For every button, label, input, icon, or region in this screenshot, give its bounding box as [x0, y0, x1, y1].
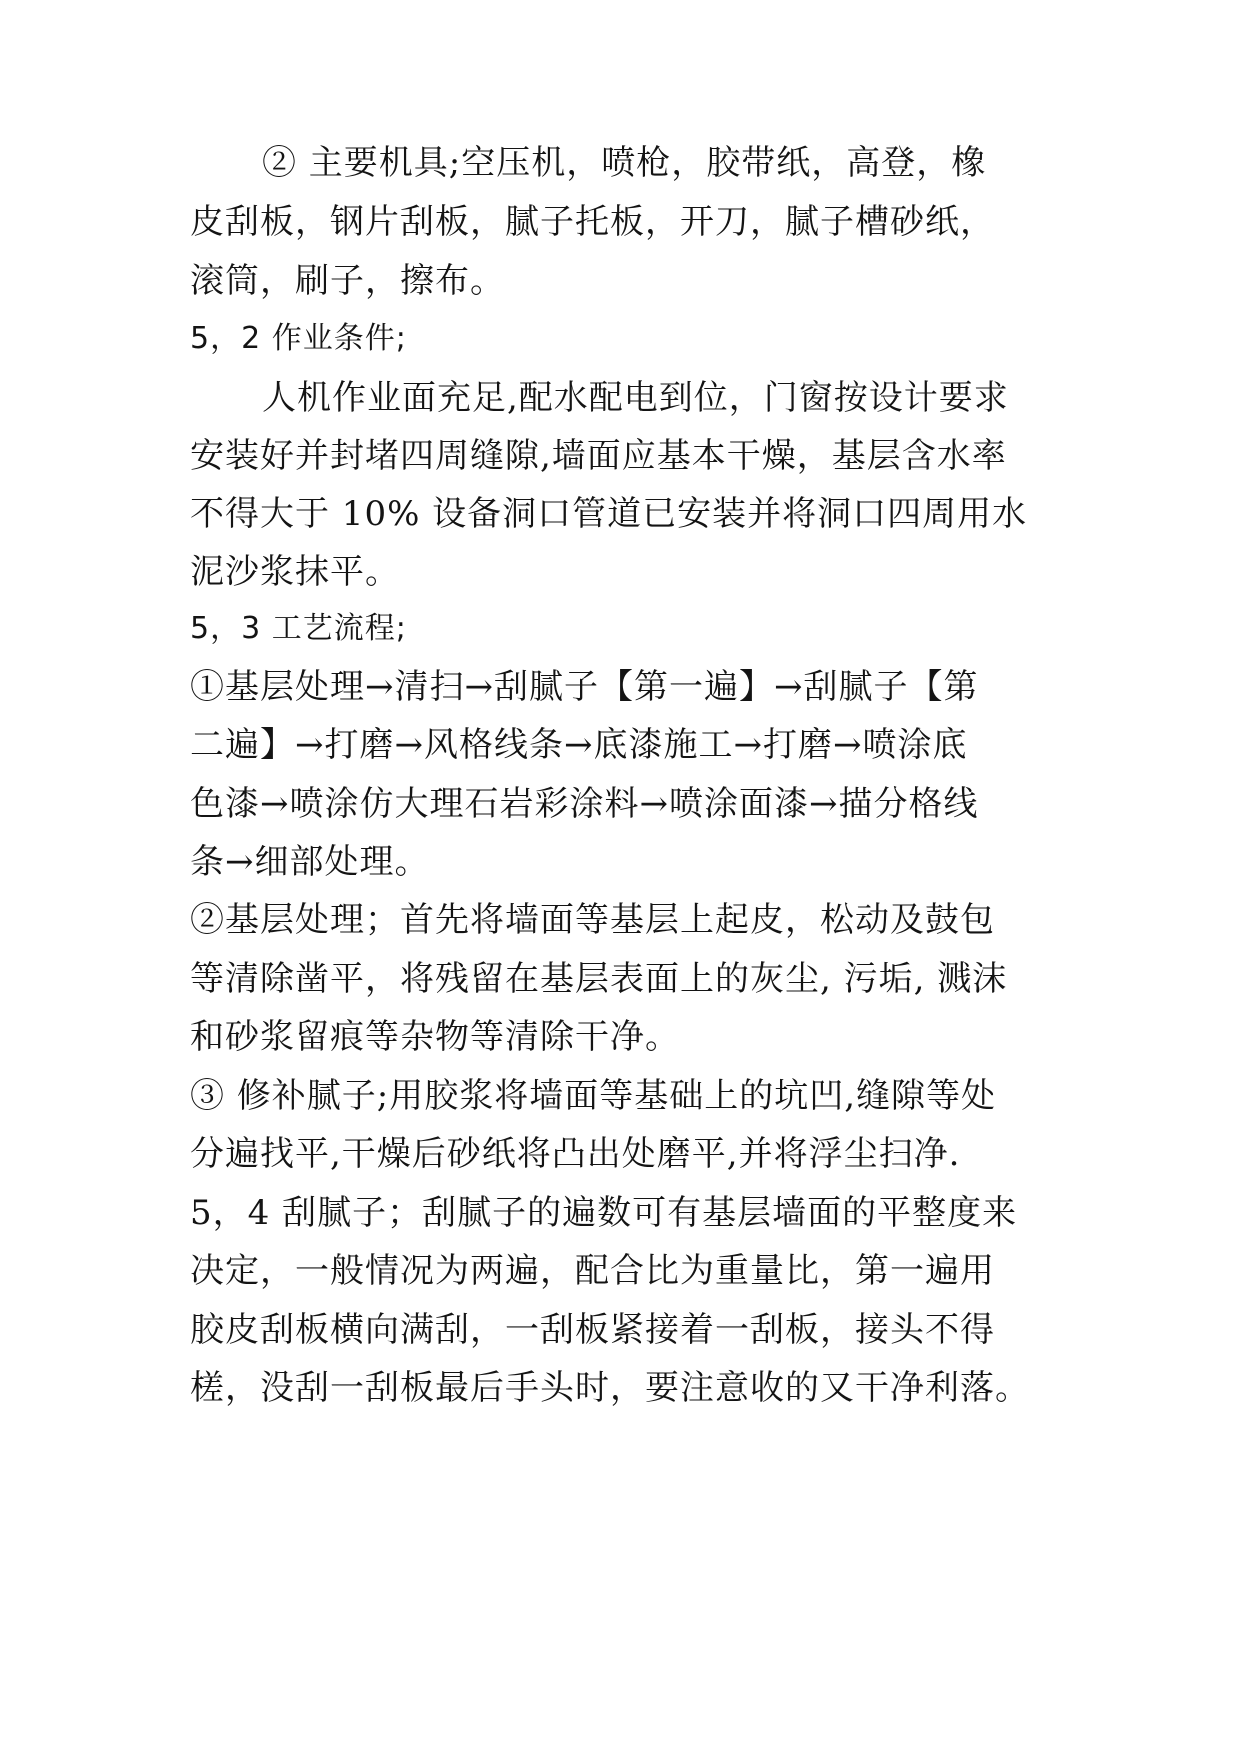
section-heading-5-3: 5，3 工艺流程;	[190, 611, 407, 646]
paragraph-base-treatment-line-3: 和砂浆留痕等杂物等清除干净。	[190, 1017, 680, 1057]
paragraph-conditions-line-3: 不得大于 10% 设备洞口管道已安装并将洞口四周用水	[190, 494, 1028, 534]
paragraph-tools-line-1: ② 主要机具;空压机，喷枪，胶带纸，高登，橡	[262, 143, 987, 183]
paragraph-process-line-3: 色漆→喷涂仿大理石岩彩涂料→喷涂面漆→描分格线	[190, 784, 979, 824]
paragraph-putty-scraping-line-4: 槎，没刮一刮板最后手头时，要注意收的又干净利落。	[190, 1368, 1030, 1408]
section-heading-5-2: 5，2 作业条件;	[190, 321, 407, 356]
paragraph-process-line-4: 条→细部处理。	[190, 842, 430, 882]
paragraph-conditions-line-2: 安装好并封堵四周缝隙,墙面应基本干燥，基层含水率	[190, 436, 1007, 476]
paragraph-base-treatment-line-1: ②基层处理；首先将墙面等基层上起皮，松动及鼓包	[190, 900, 995, 940]
paragraph-process-line-2: 二遍】→打磨→风格线条→底漆施工→打磨→喷涂底	[190, 725, 968, 765]
paragraph-putty-scraping-line-1: 5，4 刮腻子；刮腻子的遍数可有基层墙面的平整度来	[190, 1193, 1018, 1233]
paragraph-putty-repair-line-1: ③ 修补腻子;用胶浆将墙面等基础上的坑凹,缝隙等处	[190, 1076, 997, 1116]
paragraph-putty-scraping-line-3: 胶皮刮板横向满刮，一刮板紧接着一刮板，接头不得	[190, 1310, 995, 1350]
paragraph-tools-line-3: 滚筒，刷子，擦布。	[190, 261, 505, 301]
paragraph-tools-line-2: 皮刮板，钢片刮板，腻子托板，开刀，腻子槽砂纸，	[190, 202, 995, 242]
paragraph-conditions-line-1: 人机作业面充足,配水配电到位，门窗按设计要求	[262, 378, 1009, 418]
paragraph-putty-scraping-line-2: 决定，一般情况为两遍，配合比为重量比，第一遍用	[190, 1251, 995, 1291]
paragraph-base-treatment-line-2: 等清除凿平，将残留在基层表面上的灰尘, 污垢, 溅沫	[190, 959, 1008, 999]
paragraph-conditions-line-4: 泥沙浆抹平。	[190, 552, 400, 592]
paragraph-putty-repair-line-2: 分遍找平,干燥后砂纸将凸出处磨平,并将浮尘扫净.	[190, 1134, 961, 1174]
paragraph-process-line-1: ①基层处理→清扫→刮腻子【第一遍】→刮腻子【第	[190, 667, 979, 707]
